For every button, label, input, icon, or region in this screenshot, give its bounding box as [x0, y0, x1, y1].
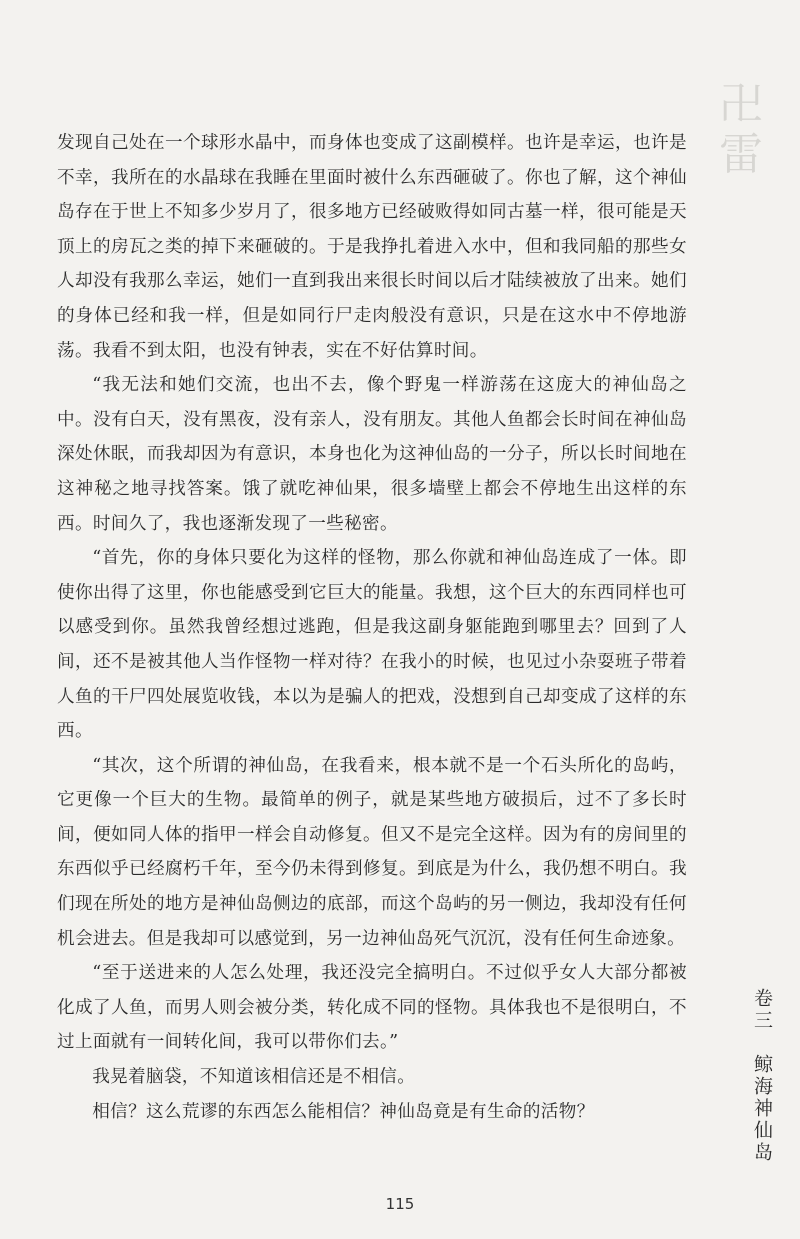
running-header-volume-title: 卷三 鲸海神仙岛: [751, 988, 773, 1164]
body-text: [57, 126, 687, 1129]
paragraph-2: “我无法和她们交流，也出不去，像个野鬼一样游荡在这庞大的神仙岛之中。没有白天，没有黑夜，没有亲人，没有朋友。其他人鱼都会长时间在神仙岛深处休眠，而我却因为有意识，本身也化为这神仙岛的一分子，所以长时间地在这神秘之地寻找答案。饿了就吃神仙果，很多墙壁上都会不停地生出这样的东西。时间久了，我也逐渐发现了一些秘密。: [57, 375, 687, 534]
paragraph-4: “其次，这个所谓的神仙岛，在我看来，根本就不是一个石头所化的岛屿，它更像一个巨大的生物。最简单的例子，就是某些地方破损后，过不了多长时间，便如同人体的指甲一样会自动修复。但又不是完全这样。因为有的房间里的东西似乎已经腐朽千年，至今仍未得到修复。到底是为什么，我仍想不明白。我们现在所处的地方是神仙岛侧边的底部，而这个岛屿的另一侧边，我却没有任何机会进去。但是我却可以感觉到，另一边神仙岛死气沉沉，没有任何生命迹象。: [57, 755, 687, 949]
paragraph-3: “首先，你的身体只要化为这样的怪物，那么你就和神仙岛连成了一体。即使你出得了这里，你也能感受到它巨大的能量。我想，这个巨大的东西同样也可以感受到你。虽然我曾经想过逃跑，但是我这副身躯能跑到哪里去？回到了人间，还不是被其他人当作怪物一样对待？在我小的时候，也见过小杂耍班子带着人鱼的干尸四处展览收钱，本以为是骗人的把戏，没想到自己却变成了这样的东西。: [57, 548, 687, 742]
bleed-through-mark: 卍 雷: [719, 79, 763, 180]
paragraph-7: 相信？这么荒谬的东西怎么能相信？神仙岛竟是有生命的活物？: [92, 1101, 595, 1122]
page-number: 115: [385, 1195, 415, 1213]
paragraph-1: 发现自己处在一个球形水晶中，而身体也变成了这副模样。也许是幸运，也许是不幸，我所在的水晶球在我睡在里面时被什么东西砸破了。你也了解，这个神仙岛存在于世上不知多少岁月了，很多地方已经破败得如同古墓一样，很可能是天顶上的房瓦之类的掉下来砸破的。于是我挣扎着进入水中，但和我同船的那些女人却没有我那么幸运，她们一直到我出来很长时间以后才陆续被放了出来。她们的身体已经和我一样，但是如同行尸走肉般没有意识，只是在这水中不停地游荡。我看不到太阳，也没有钟表，实在不好估算时间。: [57, 133, 687, 361]
paragraph-5: “至于送进来的人怎么处理，我还没完全搞明白。不过似乎女人大部分都被化成了人鱼，而男人则会被分类，转化成不同的怪物。具体我也不是很明白，不过上面就有一间转化间，我可以带你们去。”: [57, 963, 687, 1053]
paragraph-6: 我晃着脑袋，不知道该相信还是不相信。: [92, 1067, 416, 1088]
